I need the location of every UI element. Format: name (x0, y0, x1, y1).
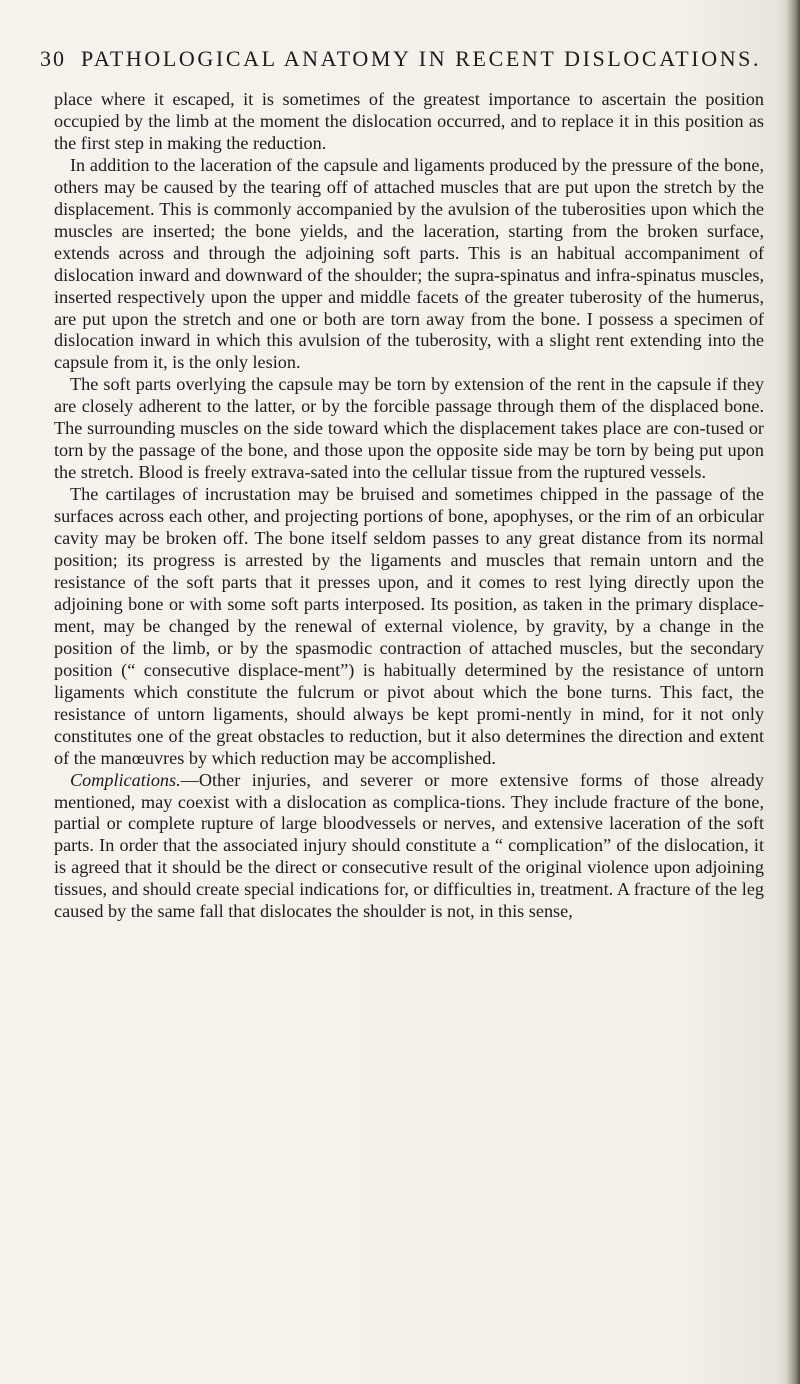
paragraph-continuation: place where it escaped, it is sometimes of the greatest importance to ascertain the position occupied by the limb at the moment the dislocation occurred, and to replace it in this position as the first step in making the reduction. (54, 89, 764, 153)
running-title: PATHOLOGICAL ANATOMY IN RECENT DISLOCATIONS. (81, 46, 762, 71)
complications-heading: Complications. (70, 769, 181, 790)
paragraph-soft-parts: The soft parts overlying the capsule may be torn by extension of the rent in the capsule if they are closely adherent to the latter, or by the forcible passage through them of the displaced bone. The surrounding muscles on the side toward which the displacement takes place are con-tused or torn by the passage of the bone, and those upon the opposite side may be torn by being put upon the stretch. Blood is freely extrava-sated into the cellular tissue from the ruptured vessels. (54, 374, 764, 483)
running-header (40, 46, 760, 76)
complications-text: —Other injuries, and severer or more extensive forms of those already mentioned, may coexist with a dislocation as complica-tions. They include fracture of the bone, partial or complete rupture of large bloodvessels or nerves, and extensive laceration of the soft parts. In order that the associated injury should constitute a “ complication” of the dislocation, it is agreed that it should be the direct or consecutive result of the original violence upon adjoining tissues, and should create special indications for, or difficulties in, treatment. A fracture of the leg caused by the same fall that dislocates the shoulder is not, in this sense, (54, 769, 764, 922)
body-text (54, 89, 764, 923)
paragraph-complications (54, 770, 764, 924)
page-edge-shadow (786, 0, 800, 1384)
page-number: 30 (40, 46, 66, 71)
paragraph-capsule-laceration: In addition to the laceration of the capsule and ligaments produced by the pressure of the bone, others may be caused by the tearing off of attached muscles that are put upon the stretch by the displacement. This is commonly accompanied by the avulsion of the tuberosities upon which the muscles are inserted; the bone yields, and the laceration, starting from the broken surface, extends across and through the adjoining soft parts. This is an habitual accompaniment of dislocation inward and downward of the shoulder; the supra-spinatus and infra-spinatus muscles, inserted respectively upon the upper and middle facets of the greater tuberosity of the humerus, are put upon the stretch and one or both are torn away from the bone. I possess a specimen of dislocation inward in which this avulsion of the tuberosity, with a slight rent extending into the capsule from it, is the only lesion. (54, 154, 764, 373)
paragraph-cartilages: The cartilages of incrustation may be bruised and sometimes chipped in the passage of the surfaces across each other, and projecting portions of bone, apophyses, or the rim of an orbicular cavity may be broken off. The bone itself seldom passes to any great distance from its normal position; its progress is arrested by the ligaments and muscles that remain untorn and the resistance of the soft parts that it presses upon, and it comes to rest lying directly upon the adjoining bone or with some soft parts interposed. Its position, as taken in the primary displace-ment, may be changed by the renewal of external violence, by gravity, by a change in the position of the limb, or by the spasmodic contraction of attached muscles, but the secondary position (“ consecutive displace-ment”) is habitually determined by the resistance of untorn ligaments which constitute the fulcrum or pivot about which the bone turns. This fact, the resistance of untorn ligaments, should always be kept promi-nently in mind, for it not only constitutes one of the great obstacles to reduction, but it also determines the direction and extent of the manœuvres by which reduction may be accomplished. (54, 484, 764, 768)
